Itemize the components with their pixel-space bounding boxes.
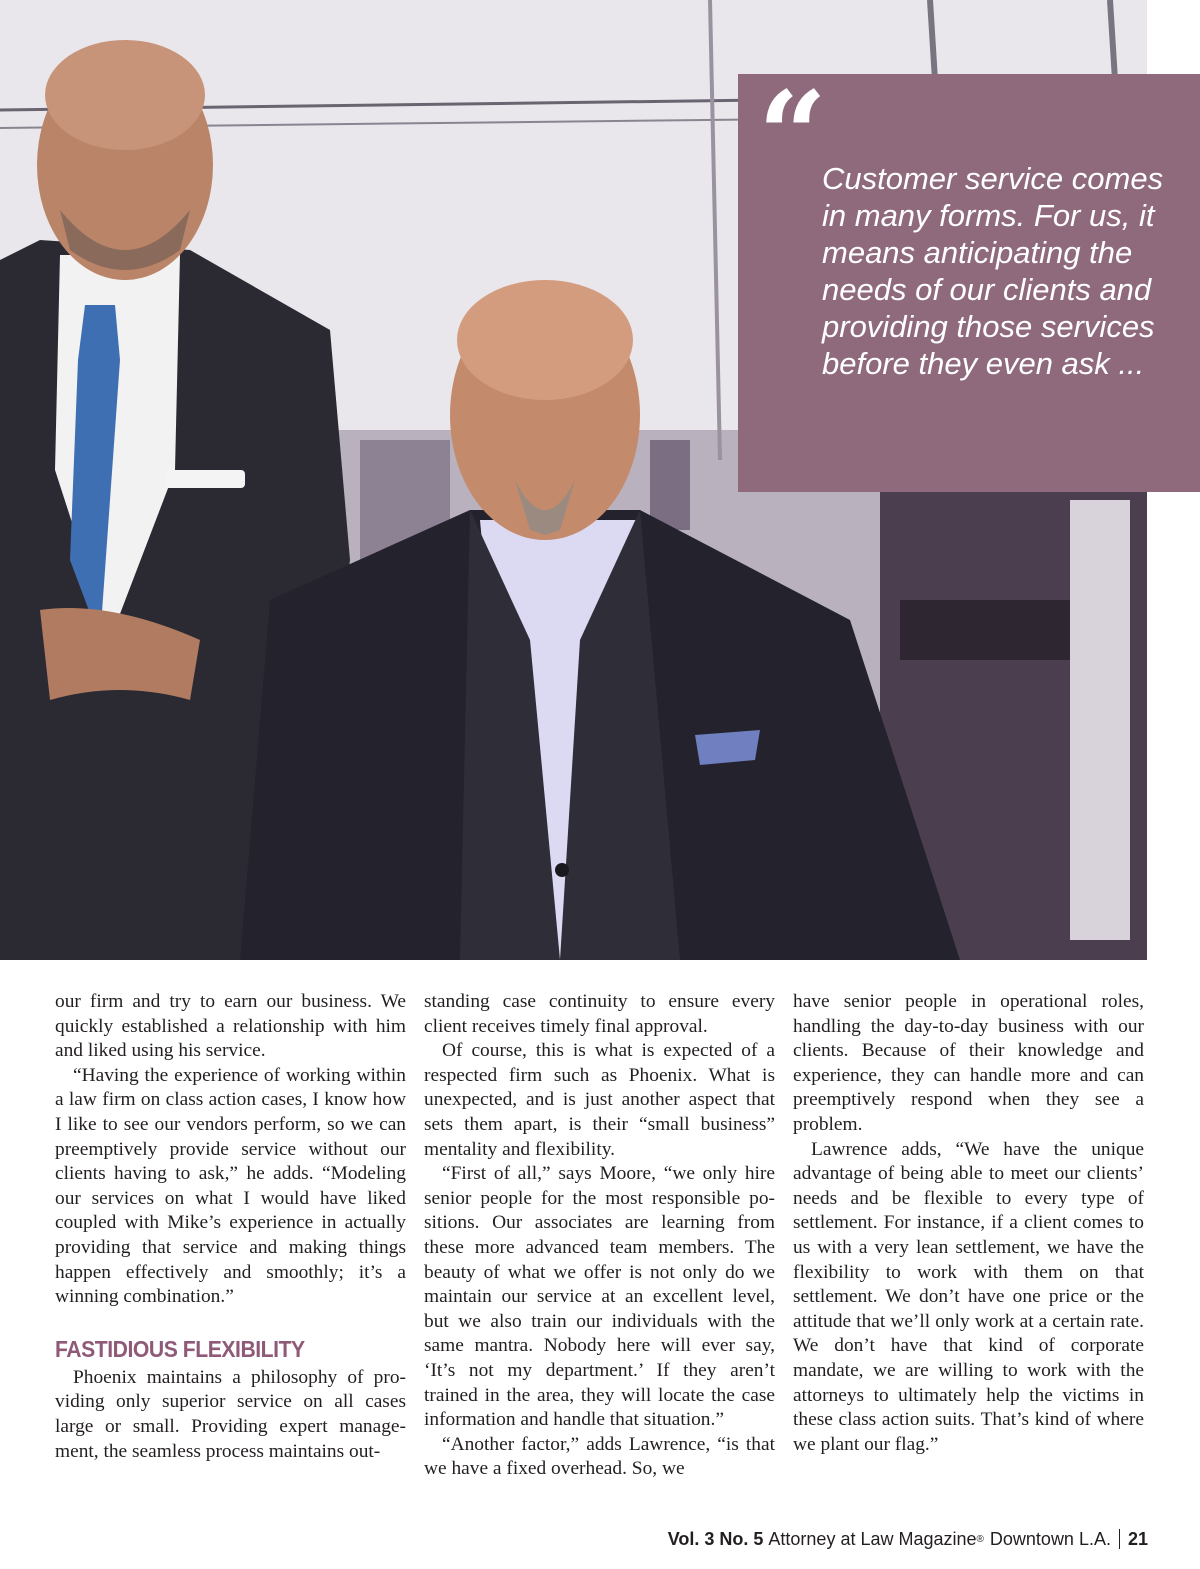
paragraph: have senior people in operational roles, handling the day-to-day business with our clients. Because of their knowledge and experience, they can handle more and can preemptively respond when they see a problem. xyxy=(793,991,1144,1135)
column-3 xyxy=(793,990,1144,1457)
paragraph: Lawrence adds, “We have the unique advantage of being able to meet our clients’ needs and be flexible to every type of settlement. For instance, if a client comes to us with a very lean settlement, we have the flexibility to work with them on that settlement. We don’t have one price or the attitude that we’ll only work at a certain rate. We don’t have that kind of corporate mandate, we are willing to work with the attorneys to ultimately help the victims in these class action suits. That’s kind of where we plant our flag.” xyxy=(793,1138,1144,1455)
issue-volume: Vol. 3 No. 5 xyxy=(667,1528,764,1549)
paragraph: Phoenix maintains a philosophy of providing only superior service on all cases large or small. Providing expert management, the seamless process maintains out- xyxy=(55,1366,406,1462)
registered-mark: ® xyxy=(976,1533,984,1545)
magazine-name: Attorney at Law Magazine xyxy=(768,1528,977,1549)
paragraph: “Having the experience of working within a law firm on class action cases, I know how I like to see our vendors perform, so we can preemptively provide service without our clients having to ask,” he adds. “Modeling our services on what I would have liked coupled with Mike’s experience in actually providing that service and making things happen effectively and smoothly; it’s a winning combination.” xyxy=(55,1064,406,1308)
pocket-square xyxy=(695,730,760,765)
page-number: 21 xyxy=(1127,1528,1148,1549)
paragraph: Of course, this is what is expected of a respected firm such as Phoenix. What is unexpected, and is just another aspect that sets them apart, is their “small business” mentality and flexibility. xyxy=(424,1040,775,1160)
footer-divider xyxy=(1119,1529,1120,1549)
paragraph: “Another factor,” adds Lawrence, “is that we have a fixed overhead. So, we xyxy=(424,1433,775,1480)
page-footer xyxy=(668,1527,1148,1551)
quote-mark-icon: “ xyxy=(758,65,828,206)
column-1 xyxy=(55,990,406,1464)
paragraph: standing case continuity to ensure every client receives timely final approval. xyxy=(424,991,775,1037)
article-body xyxy=(55,990,1145,1490)
edition-name: Downtown L.A. xyxy=(989,1528,1111,1549)
paragraph: “First of all,” says Moore, “we only hire senior people for the most responsible positions. Our associates are learning from these more advanced team members. The beauty of what we offer is not only do we maintain our service at an excellent level, but we also train our individuals with the same mantra. Nobody here will ever say, ‘It’s not my department.’ If they aren’t trained in the area, they will locate the case information and handle that situation.” xyxy=(424,1163,775,1431)
column-2 xyxy=(424,990,775,1482)
paragraph: our firm and try to earn our business. We quickly established a relationship with him and liked using his service. xyxy=(55,991,406,1062)
section-heading: FASTIDIOUS FLEXIBILITY xyxy=(55,1335,305,1362)
pull-quote-text: Customer service comes in many forms. For us, it means anticipating the needs of our clients and providing those services before they even ask ... xyxy=(822,161,1164,381)
pull-quote-box xyxy=(738,65,1200,492)
